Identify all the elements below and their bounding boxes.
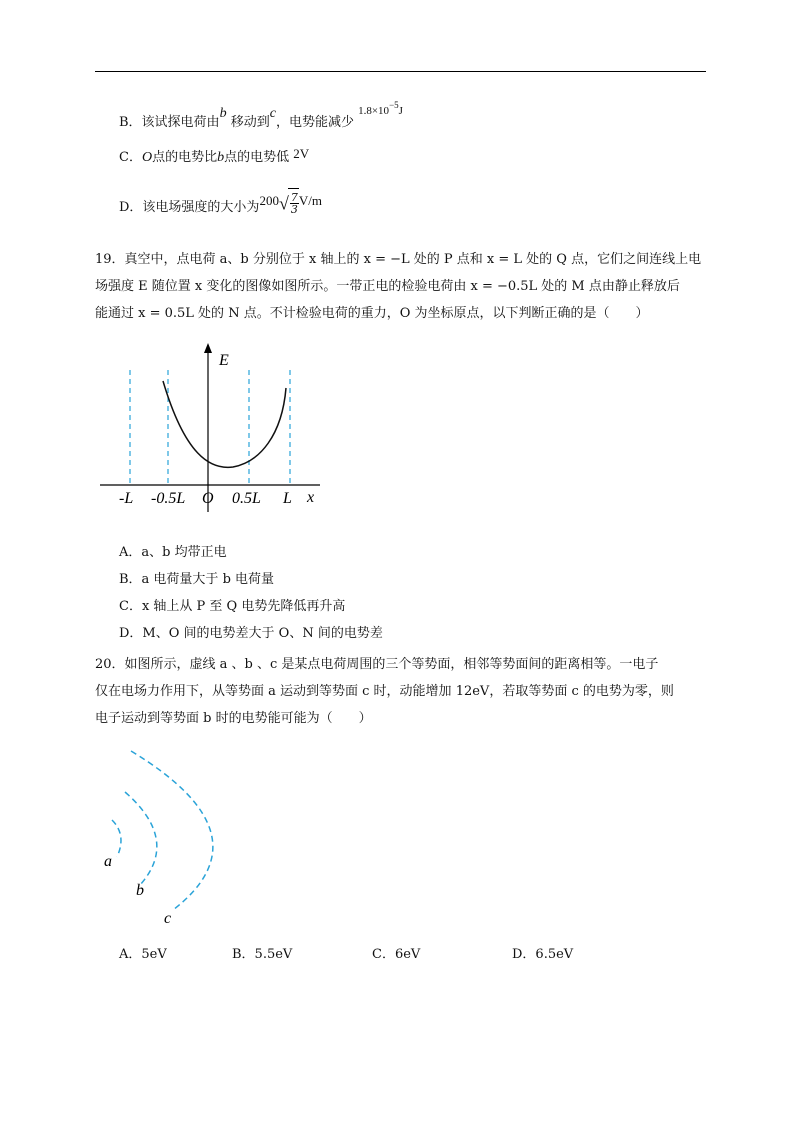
- q18-option-d-label: D．该电场强度的大小为: [119, 199, 260, 215]
- q19-options: [119, 539, 730, 647]
- q18-option-b-mid: 移动到: [230, 115, 270, 130]
- q19-option-c: C．x 轴上从 P 至 Q 电势先降低再升高: [119, 599, 346, 614]
- q20-equipotential-figure: [95, 745, 225, 930]
- tick-l: L: [283, 490, 292, 507]
- q18-option-b: [119, 100, 403, 132]
- q19-option-b: B．a 电荷量大于 b 电荷量: [119, 572, 275, 587]
- tick-half-l: 0.5L: [232, 490, 261, 507]
- q18-option-c-var-o: O: [141, 150, 153, 165]
- q18-option-d-denominator: 3: [290, 203, 298, 216]
- tick-origin: O: [202, 490, 214, 507]
- q18-option-c-value: 2V: [293, 146, 310, 161]
- q20-line2: 仅在电场力作用下，从等势面 a 运动到等势面 c 时，动能增加 12eV，若取等势面 c 的电势为零，则: [95, 684, 674, 699]
- q18-option-c-text2: 点的电势低: [224, 150, 290, 165]
- header-rule: [95, 71, 706, 72]
- q18-option-d-sqrt: [288, 188, 299, 219]
- q18-option-d-radical: √: [278, 193, 289, 214]
- q18-option-b-prefix: B．该试探电荷由: [119, 115, 220, 130]
- label-b: b: [136, 882, 144, 899]
- q18-option-b-var-c: c: [269, 106, 276, 121]
- q18-option-b-mantissa: 1.8×10: [358, 105, 390, 117]
- q18-option-d: [119, 188, 322, 219]
- q18-option-d-fraction: [290, 192, 299, 215]
- q18-option-d-numerator: 7: [290, 191, 298, 204]
- label-c: c: [164, 910, 172, 927]
- q19-stem: [95, 246, 706, 327]
- q18-option-b-var-b: b: [219, 106, 227, 121]
- equipotential-a: [112, 820, 121, 857]
- label-a: a: [104, 853, 112, 870]
- q20-option-b: B．5.5eV: [232, 947, 293, 962]
- q20-option-c: C．6eV: [372, 947, 421, 962]
- q18-option-c-var-b: b: [217, 150, 225, 165]
- q20-option-a: A．5eV: [119, 947, 167, 962]
- q18-option-b-exponent: −5: [389, 100, 399, 110]
- q20-option-d: D．6.5eV: [512, 947, 574, 962]
- e-curve: [163, 381, 286, 467]
- e-axis-label: E: [219, 352, 229, 369]
- q20-stem: [95, 651, 706, 732]
- q20-line1: 20．如图所示，虚线 a 、b 、c 是某点电荷周围的三个等势面，相邻等势面间的距离相等。一电子: [95, 657, 659, 672]
- q19-line3: 能通过 x = 0.5L 处的 N 点。不计检验电荷的重力，O 为坐标原点，以下判断正确的是（ ）: [95, 306, 649, 321]
- q20-line3: 电子运动到等势面 b 时的电势能可能为（ ）: [95, 711, 372, 726]
- tick-neg-half-l: -0.5L: [151, 490, 186, 507]
- x-axis-label: x: [307, 489, 315, 506]
- q18-option-c-text1: 点的电势比: [152, 150, 218, 165]
- q19-line2: 场强度 E 随位置 x 变化的图像如图所示。一带正电的检验电荷由 x = −0.5L 处的 M 点由静止释放后: [95, 279, 680, 294]
- q18-option-d-unit: V/m: [298, 192, 322, 208]
- q18-option-c: [119, 148, 309, 167]
- tick-neg-l: -L: [119, 490, 134, 507]
- q19-line1: 19．真空中，点电荷 a、b 分别位于 x 轴上的 x = −L 处的 P 点和 x = L 处的 Q 点，它们之间连线上电: [95, 252, 702, 267]
- q18-option-d-coef: 200: [259, 192, 279, 208]
- q18-option-c-label: C．: [119, 150, 142, 165]
- q19-e-x-graph: [95, 340, 335, 515]
- y-axis-arrow-icon: [204, 343, 212, 353]
- q18-option-b-unit: J: [398, 105, 403, 117]
- q18-option-b-suffix: ，电势能减少: [275, 115, 354, 130]
- equipotential-b: [125, 792, 157, 885]
- q18-option-b-value: [358, 100, 403, 117]
- q19-option-d: D．M、O 间的电势差大于 O、N 间的电势差: [119, 626, 383, 641]
- q19-option-a: A．a、b 均带正电: [119, 545, 227, 560]
